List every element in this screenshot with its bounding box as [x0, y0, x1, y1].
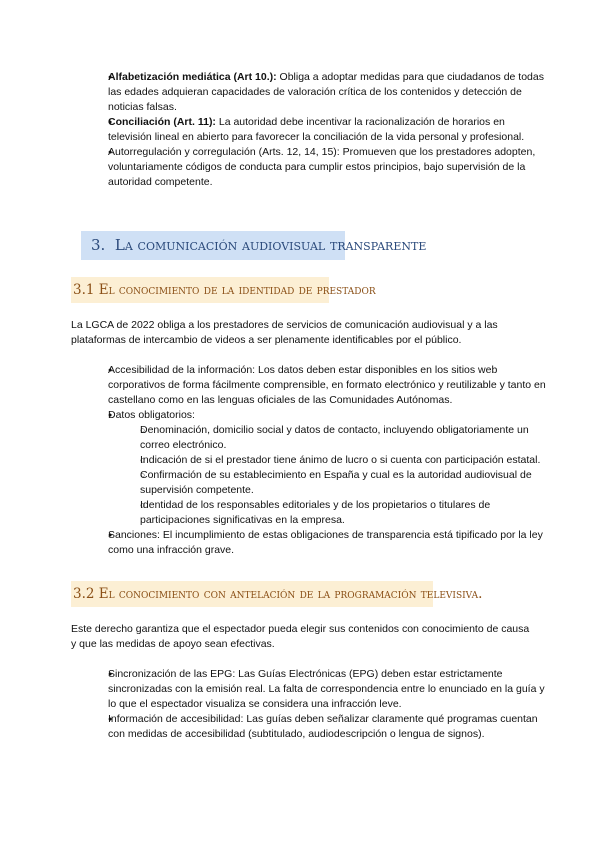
- sub-list: [118, 423, 548, 528]
- section-3-number: 3.: [91, 236, 106, 254]
- section-3-2-intro: Este derecho garantiza que el espectador pueda elegir sus contenidos con conocimiento de causa y que las medidas de apoyo sean efectivas.: [71, 623, 530, 650]
- list-item: ● Sanciones: El incumplimiento de estas obligaciones de transparencia está tipificado por la ley como una infracción grave.: [108, 528, 548, 558]
- list-item: ● Información de accesibilidad: Las guías deben señalizar claramente qué programas cuentan con medidas de accesibilidad (subtitulado, audiodescripción o lengua de signos).: [108, 712, 550, 742]
- section-3-1-intro: La LGCA de 2022 obliga a los prestadores de servicios de comunicación audiovisual y a las plataformas de intercambio de videos a ser plenamente identificables por el público.: [71, 319, 498, 346]
- section-3-heading: [81, 231, 427, 260]
- section-3-2-heading: 3.2 El conocimiento con antelación de la programación televisiva.: [71, 581, 433, 607]
- list-item-text: La autoridad debe incentivar la racionalización de horarios en televisión lineal en abierto para favorecer la conciliación de la vida personal y profesional.: [108, 116, 525, 143]
- list-item: [108, 145, 550, 190]
- section-3-title: La comunicación audiovisual transparente: [114, 236, 427, 254]
- list-item-text: Datos obligatorios:: [108, 409, 195, 421]
- list-item: [108, 115, 550, 145]
- sub-list-item: ○ Indicación de si el prestador tiene ánimo de lucro o si cuenta con participación estatal.: [140, 453, 548, 468]
- list-item: [108, 408, 548, 528]
- sub-list-item: ○ Identidad de los responsables editoriales y de los propietarios o titulares de participaciones significativas en la empresa.: [140, 498, 548, 528]
- list-item: ● Accesibilidad de la información: Los datos deben estar disponibles en los sitios web corporativos de forma fácilmente comprensible, en formato electrónico y reutilizable y tanto en castellano como en las lenguas oficiales de las Comunidades Autónomas.: [108, 363, 548, 408]
- section-3-1-list: [88, 363, 548, 558]
- sub-list-item: ○ Denominación, domicilio social y datos de contacto, incluyendo obligatoriamente un correo electrónico.: [140, 423, 548, 453]
- list-item-text: Obliga a adoptar medidas para que ciudadanos de todas las edades adquieran capacidades de valoración crítica de los contenidos y detección de noticias falsas.: [108, 71, 544, 113]
- list-item: [108, 70, 550, 115]
- sub-list-item: ○ Confirmación de su establecimiento en España y cual es la autoridad audiovisual de supervisión competente.: [140, 468, 548, 498]
- list-item: ● Sincronización de las EPG: Las Guías Electrónicas (EPG) deben estar estrictamente sincronizadas con la emisión real. La falta de correspondencia entre lo enunciado en la guía y lo que el espectador visualiza se considera una infracción leve.: [108, 667, 550, 712]
- list-item-text: Autorregulación y corregulación (Arts. 12, 14, 15): Promueven que los prestadores adopten, voluntariamente códigos de conducta para cumplir estos principios, bajo supervisión de la autoridad competente.: [108, 146, 536, 188]
- list-item-bold: Conciliación (Art. 11):: [108, 116, 216, 128]
- top-bullet-list: [88, 70, 550, 190]
- list-item-bold: Alfabetización mediática (Art 10.):: [108, 71, 277, 83]
- section-3-2-list: [88, 667, 550, 742]
- section-3-1-heading: 3.1 El conocimiento de la identidad de prestador: [71, 277, 329, 303]
